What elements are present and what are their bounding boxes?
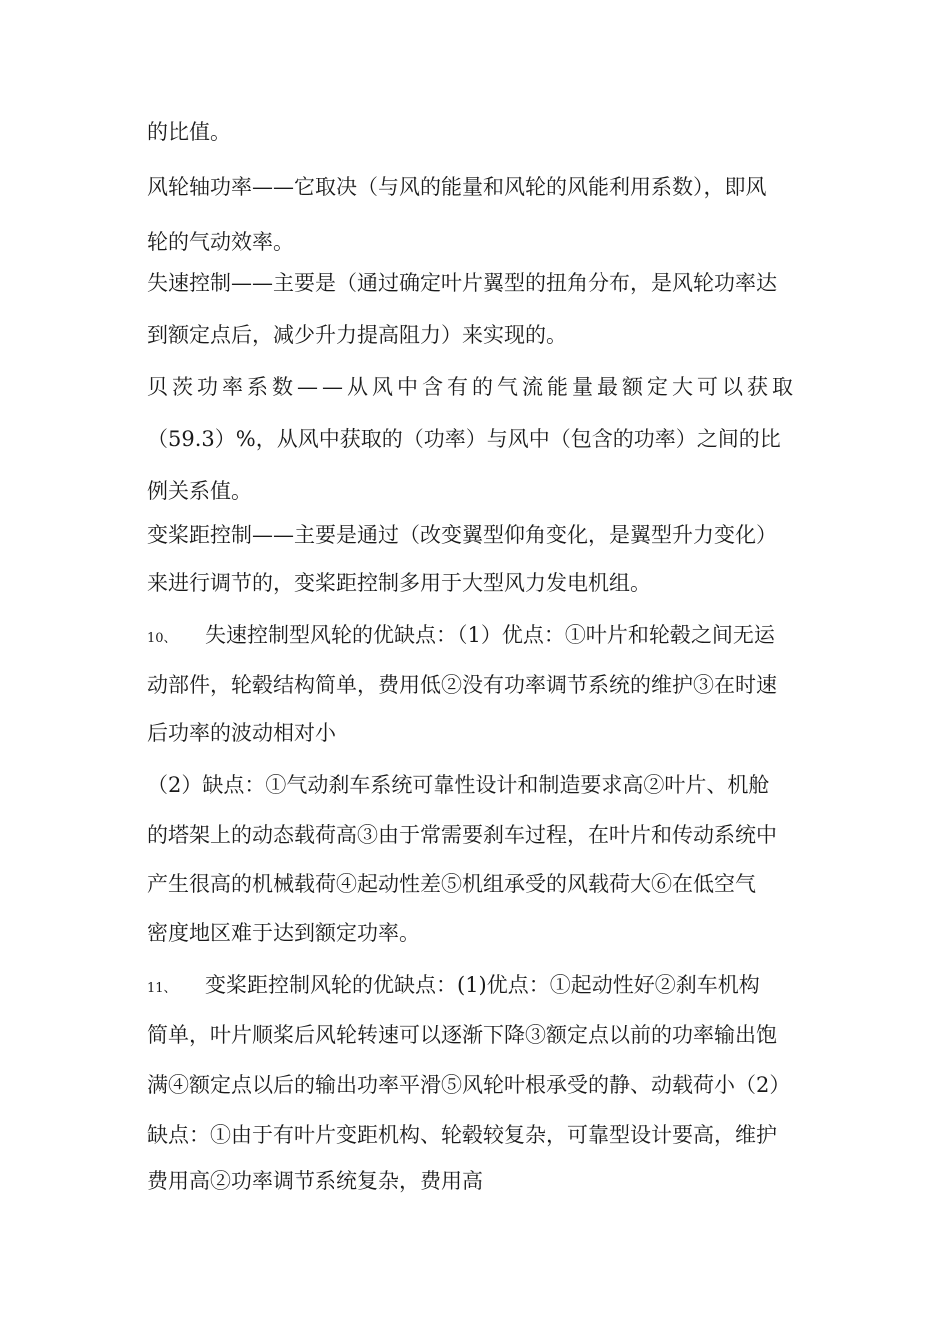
- item-text: 失速控制型风轮的优缺点：（1）优点：①叶片和轮毂之间无运: [205, 623, 775, 647]
- text-line: 后功率的波动相对小: [147, 721, 336, 745]
- text-line: 贝茨功率系数——从风中含有的气流能量最额定大可以获取: [147, 375, 797, 399]
- text-line: 简单，叶片顺桨后风轮转速可以逐渐下降③额定点以前的功率输出饱: [147, 1023, 777, 1047]
- text-line: 风轮轴功率——它取决（与风的能量和风轮的风能利用系数），即风: [147, 175, 767, 199]
- text-line: 例关系值。: [147, 479, 252, 503]
- list-item-10: [147, 620, 817, 650]
- item-number: 10、: [147, 631, 177, 646]
- text-line: 到额定点后，减少升力提高阻力）来实现的。: [147, 323, 567, 347]
- text-line: 的比值。: [147, 120, 231, 144]
- text-line: 的塔架上的动态载荷高③由于常需要刹车过程，在叶片和传动系统中: [147, 823, 777, 847]
- item-text: 变桨距控制风轮的优缺点：(1)优点：①起动性好②刹车机构: [205, 973, 760, 997]
- text-line: 费用高②功率调节系统复杂，费用高: [147, 1169, 483, 1193]
- text-line: 满④额定点以后的输出功率平滑⑤风轮叶根承受的静、动载荷小（2）: [147, 1073, 791, 1097]
- text-line: 来进行调节的，变桨距控制多用于大型风力发电机组。: [147, 571, 651, 595]
- text-line: （2）缺点：①气动刹车系统可靠性设计和制造要求高②叶片、机舱: [147, 773, 770, 797]
- item-number: 11、: [147, 981, 177, 996]
- text-line: 密度地区难于达到额定功率。: [147, 921, 420, 945]
- text-line: 动部件，轮毂结构简单，费用低②没有功率调节系统的维护③在时速: [147, 673, 777, 697]
- text-line: 缺点：①由于有叶片变距机构、轮毂较复杂，可靠型设计要高，维护: [147, 1123, 777, 1147]
- text-line: 变桨距控制——主要是通过（改变翼型仰角变化，是翼型升力变化）: [147, 523, 777, 547]
- text-line: 失速控制——主要是（通过确定叶片翼型的扭角分布，是风轮功率达: [147, 271, 777, 295]
- text-line: 轮的气动效率。: [147, 230, 294, 254]
- text-line: 产生很高的机械载荷④起动性差⑤机组承受的风载荷大⑥在低空气: [147, 872, 756, 896]
- text-line: （59.3）%，从风中获取的（功率）与风中（包含的功率）之间的比: [147, 427, 781, 451]
- list-item-11: [147, 970, 817, 1000]
